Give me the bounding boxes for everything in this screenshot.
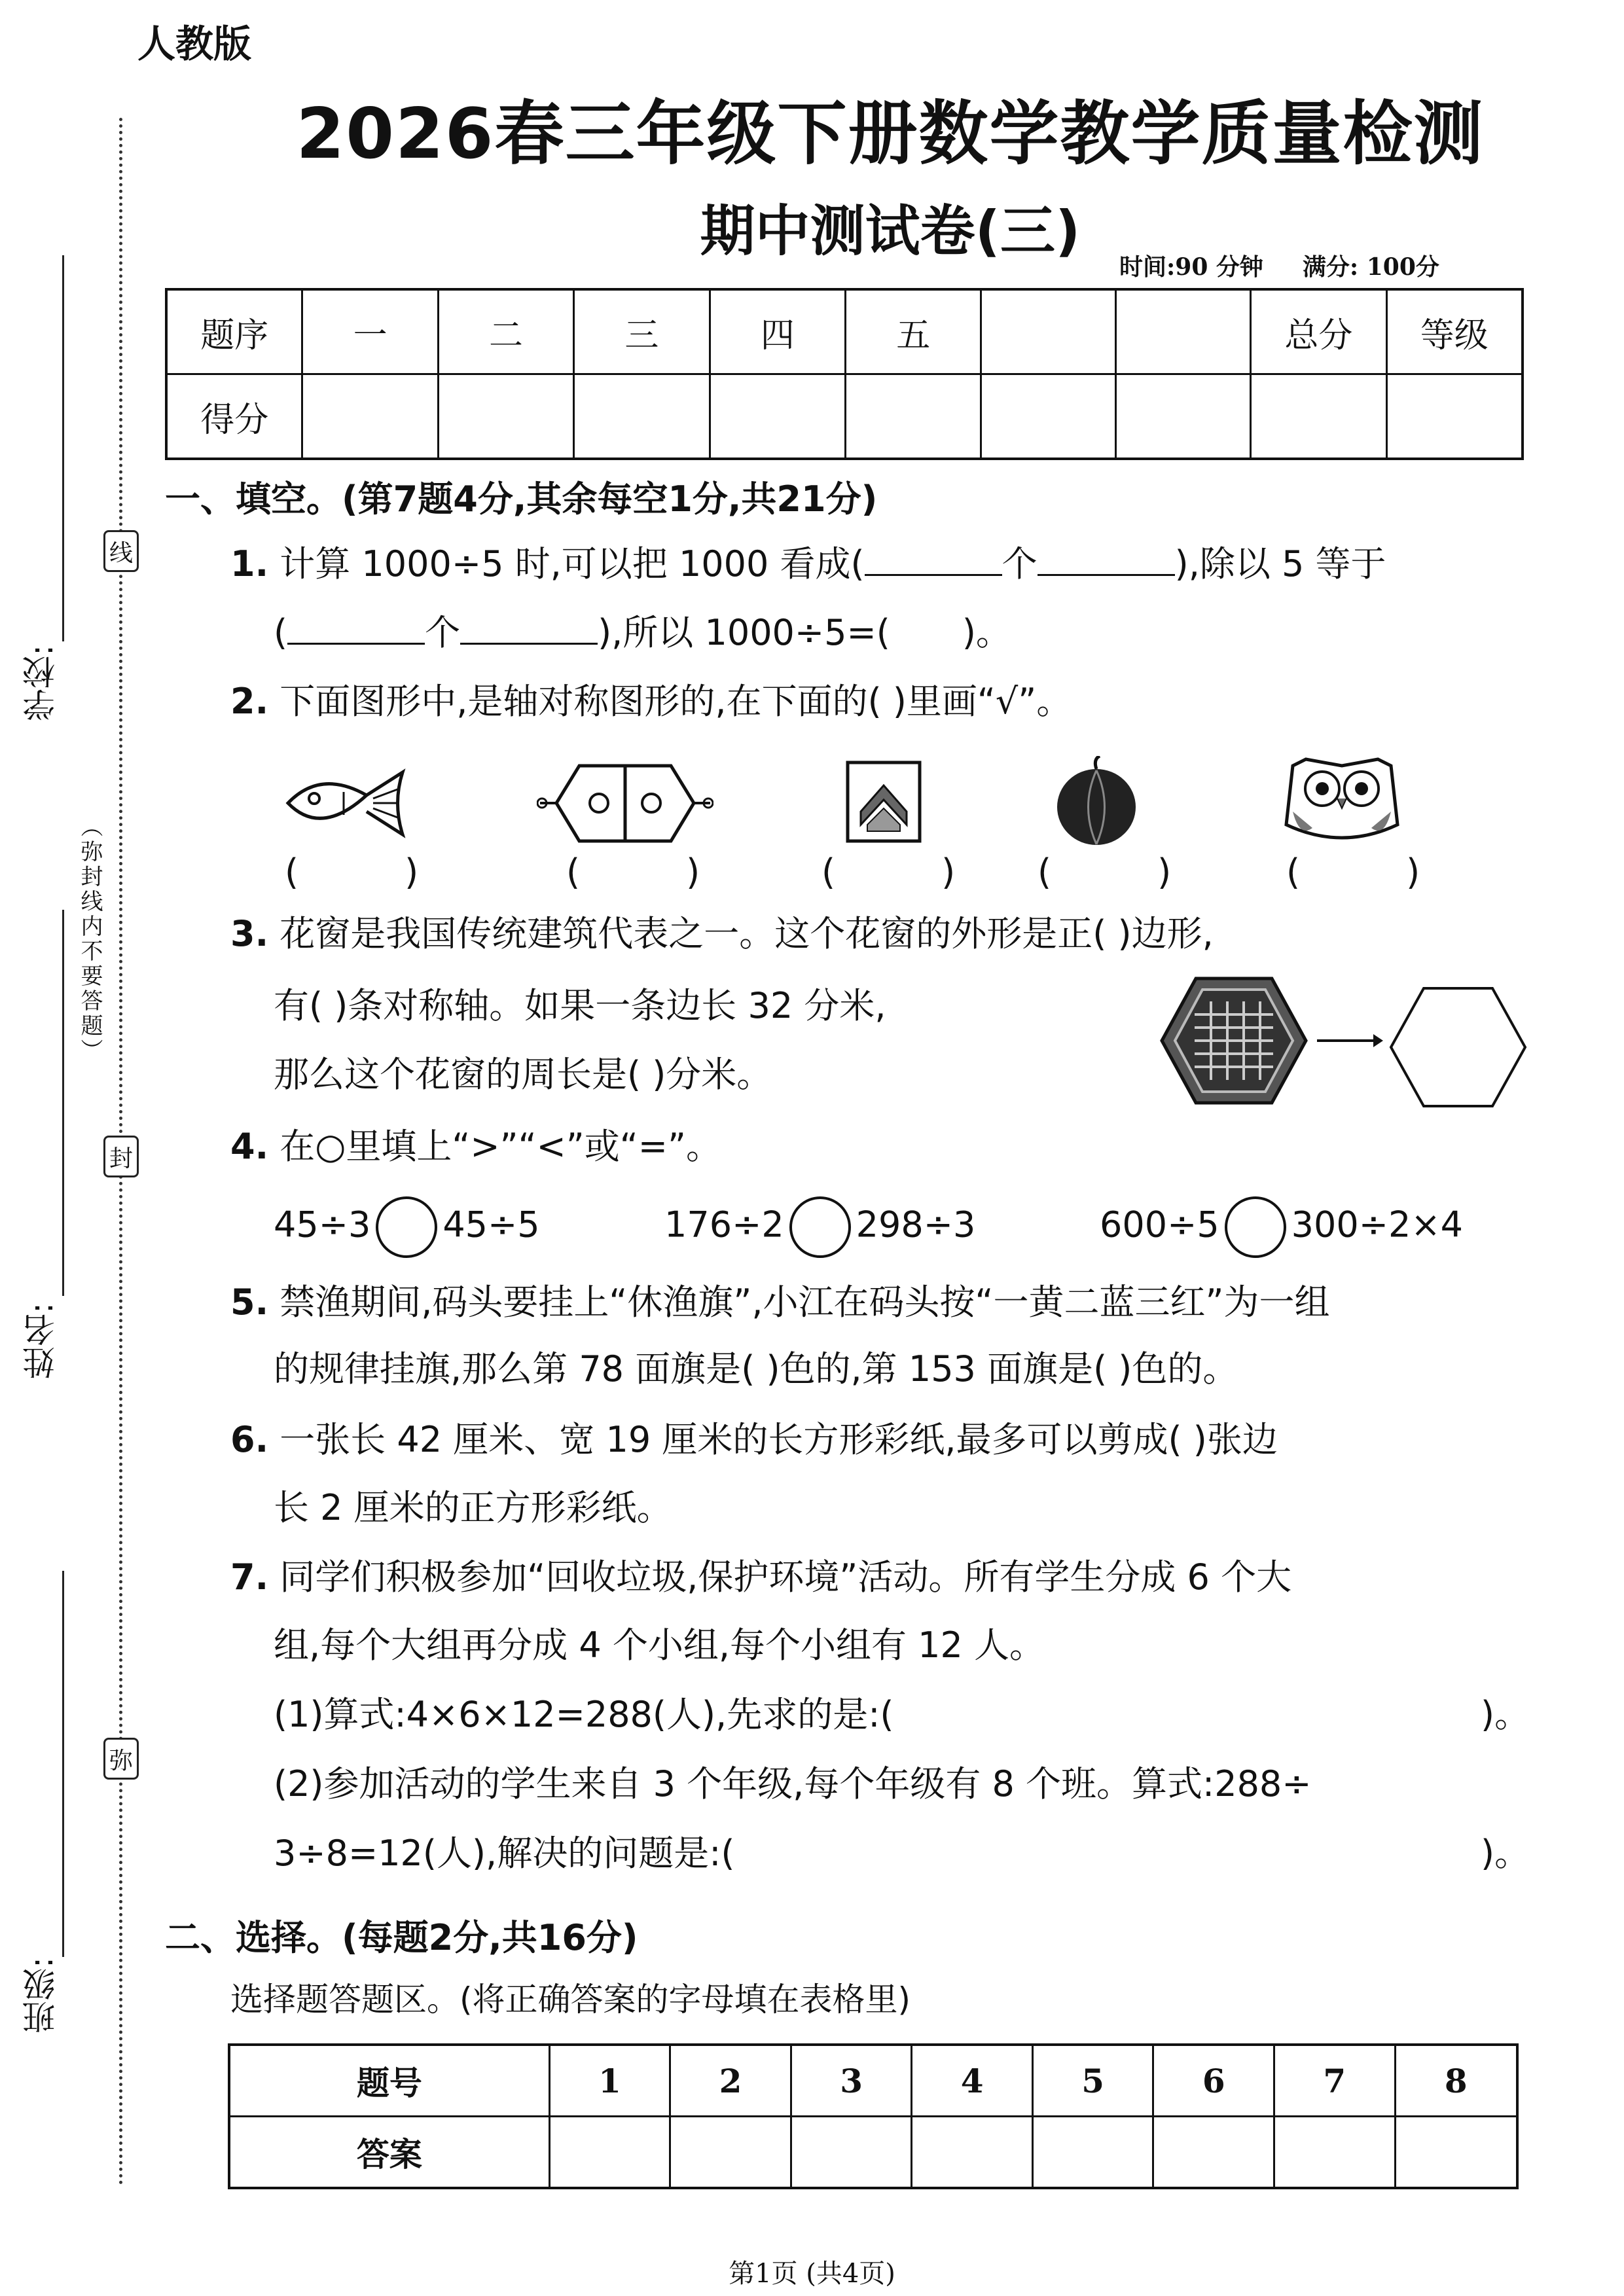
question-text: 禁渔期间,码头要挂上“休渔旗”,小江在码头按“一黄二蓝三红”为一组 <box>280 1282 1330 1323</box>
question-number: 2. <box>230 681 269 722</box>
arrow-icon <box>1316 1028 1384 1054</box>
section2-heading: 二、选择。(每题2分,共16分) <box>165 1917 638 1958</box>
answer-cell: 7 <box>1274 2045 1396 2117</box>
question-2 <box>230 681 1072 723</box>
question-number: 1. <box>230 543 269 584</box>
question-text: 同学们积极参加“回收垃圾,保护环境”活动。所有学生分成 6 个大 <box>280 1556 1292 1598</box>
question-text: 计算 1000÷5 时,可以把 1000 看成( <box>280 543 865 584</box>
question-7-line1 <box>230 1556 1291 1599</box>
question-text: 下面图形中,是轴对称图形的,在下面的( )里画“√”。 <box>280 681 1072 722</box>
question-number: 6. <box>230 1419 269 1460</box>
score-input-cell[interactable] <box>574 374 710 459</box>
compare-circle[interactable] <box>376 1196 437 1258</box>
score-input-cell[interactable] <box>302 374 438 459</box>
exam-info <box>1119 249 1439 282</box>
answer-paren-pumpkin[interactable]: ( ) <box>1038 852 1172 893</box>
compare-circle[interactable] <box>1225 1196 1286 1258</box>
score-cell: 题序 <box>166 289 302 374</box>
expression: 300÷2×4 <box>1291 1204 1463 1246</box>
page-subtitle: 期中测试卷(三) <box>700 199 1081 263</box>
answer-cell: 2 <box>670 2045 791 2117</box>
score-cell: 得分 <box>166 374 302 459</box>
answer-blank[interactable] <box>1038 548 1175 576</box>
question-number: 4. <box>230 1126 269 1167</box>
question-text: 个 <box>1001 543 1038 584</box>
question-text: ( <box>274 612 288 653</box>
compare-1 <box>274 1196 540 1258</box>
answer-paren-hexagons[interactable]: ( ) <box>566 852 700 893</box>
seal-note: （弥封线内不要答题） <box>77 815 103 1064</box>
fish-figure <box>281 762 412 844</box>
answer-cell: 3 <box>791 2045 912 2117</box>
score-input-cell[interactable] <box>846 374 981 459</box>
answer-input-cell[interactable] <box>791 2117 912 2189</box>
answer-input-cell[interactable] <box>670 2117 791 2189</box>
pumpkin-figure <box>1054 756 1139 848</box>
school-field[interactable] <box>62 255 64 641</box>
arrow-square-figure <box>844 759 923 844</box>
question-text: ),除以 5 等于 <box>1174 543 1386 584</box>
compare-2 <box>664 1196 975 1258</box>
score-cell: 二 <box>438 289 573 374</box>
answer-cell: 8 <box>1395 2045 1517 2117</box>
expression: 600÷5 <box>1100 1204 1219 1246</box>
answer-blank[interactable] <box>460 617 598 645</box>
seal-char-xian: 线 <box>103 530 139 572</box>
score-cell <box>981 289 1116 374</box>
class-field[interactable] <box>62 1571 64 1957</box>
question-3-line1 <box>230 913 1214 956</box>
expression: 45÷5 <box>442 1204 540 1246</box>
answer-paren-fish[interactable]: ( ) <box>285 852 419 893</box>
question-4 <box>230 1126 721 1168</box>
hexagon-pair-figure <box>537 759 713 848</box>
answer-paren-arrow[interactable]: ( ) <box>821 852 956 893</box>
answer-cell: 题号 <box>229 2045 549 2117</box>
flower-window-figure <box>1159 975 1309 1106</box>
answer-blank[interactable] <box>287 617 425 645</box>
question-7-part2-line1: (2)参加活动的学生来自 3 个年级,每个年级有 8 个班。算式:288÷ <box>274 1763 1312 1804</box>
question-1-line2 <box>274 612 1011 655</box>
score-cell: 五 <box>846 289 981 374</box>
answer-cell: 答案 <box>229 2117 549 2189</box>
answer-input-cell[interactable] <box>1153 2117 1274 2189</box>
question-3-line3: 那么这个花窗的周长是( )分米。 <box>274 1054 772 1095</box>
hexagon-outline-figure <box>1388 985 1528 1109</box>
answer-table-row-answers <box>229 2117 1517 2189</box>
answer-table <box>228 2043 1519 2189</box>
edition-label: 人教版 <box>137 22 252 66</box>
question-number: 5. <box>230 1282 269 1323</box>
answer-blank[interactable] <box>865 548 1002 576</box>
page-footer: 第1页 (共4页) <box>729 2259 895 2289</box>
time-limit: 时间:90 分钟 <box>1119 253 1263 281</box>
question-7-part2-line2: 3÷8=12(人),解决的问题是:( <box>274 1833 735 1874</box>
compare-3 <box>1100 1196 1463 1258</box>
score-table-row-scores <box>166 374 1523 459</box>
question-text: )。 <box>962 612 1011 653</box>
score-table <box>165 288 1524 460</box>
question-3-line2: 有( )条对称轴。如果一条边长 32 分米, <box>274 985 886 1026</box>
owl-figure <box>1280 753 1404 851</box>
question-7-part2-close: )。 <box>1481 1833 1530 1874</box>
answer-cell: 1 <box>549 2045 670 2117</box>
answer-cell: 5 <box>1032 2045 1153 2117</box>
question-text: 在○里填上“>”“<”或“=”。 <box>280 1126 721 1167</box>
question-text: 个 <box>425 612 461 653</box>
expression: 45÷3 <box>274 1204 371 1246</box>
score-table-row-header <box>166 289 1523 374</box>
score-cell: 总分 <box>1251 289 1386 374</box>
score-input-cell[interactable] <box>1116 374 1251 459</box>
score-input-cell[interactable] <box>1251 374 1386 459</box>
question-7-part1-close: )。 <box>1481 1694 1530 1735</box>
question-7-part1: (1)算式:4×6×12=288(人),先求的是:( <box>274 1694 894 1735</box>
score-input-cell[interactable] <box>981 374 1116 459</box>
class-label: 班级: <box>22 1957 60 2034</box>
answer-cell: 4 <box>912 2045 1033 2117</box>
expression: 298÷3 <box>856 1204 976 1246</box>
name-label: 姓名: <box>22 1302 60 1379</box>
compare-circle[interactable] <box>789 1196 851 1258</box>
question-7-line2: 组,每个大组再分成 4 个小组,每个小组有 12 人。 <box>274 1624 1045 1666</box>
section2-instruction: 选择题答题区。(将正确答案的字母填在表格里) <box>230 1981 911 2018</box>
question-5-line1 <box>230 1282 1330 1324</box>
score-input-cell[interactable] <box>1386 374 1523 459</box>
score-cell: 等级 <box>1386 289 1523 374</box>
section1-heading: 一、填空。(第7题4分,其余每空1分,共21分) <box>165 478 878 520</box>
question-5-line2: 的规律挂旗,那么第 78 面旗是( )色的,第 153 面旗是( )色的。 <box>274 1348 1238 1390</box>
answer-paren-owl[interactable]: ( ) <box>1286 852 1420 893</box>
question-text: ),所以 1000÷5=( <box>598 612 890 653</box>
answer-input-cell[interactable] <box>1032 2117 1153 2189</box>
seal-char-feng: 封 <box>103 1136 139 1177</box>
full-score: 满分: 100分 <box>1302 253 1439 281</box>
question-6-line2: 长 2 厘米的正方形彩纸。 <box>274 1487 672 1528</box>
expression: 176÷2 <box>664 1204 784 1246</box>
answer-input-cell[interactable] <box>912 2117 1033 2189</box>
score-cell: 四 <box>710 289 845 374</box>
question-6-line1 <box>230 1419 1278 1462</box>
seal-char-mi: 弥 <box>103 1738 139 1780</box>
answer-input-cell[interactable] <box>1395 2117 1517 2189</box>
question-number: 7. <box>230 1556 269 1598</box>
answer-cell: 6 <box>1153 2045 1274 2117</box>
answer-input-cell[interactable] <box>549 2117 670 2189</box>
score-input-cell[interactable] <box>710 374 845 459</box>
answer-table-row-header <box>229 2045 1517 2117</box>
score-cell: 一 <box>302 289 438 374</box>
score-input-cell[interactable] <box>438 374 573 459</box>
school-label: 学校: <box>22 645 60 721</box>
page-title: 2026春三年级下册数学教学质量检测 <box>296 94 1485 174</box>
score-cell: 三 <box>574 289 710 374</box>
answer-input-cell[interactable] <box>1274 2117 1396 2189</box>
question-text: 一张长 42 厘米、宽 19 厘米的长方形彩纸,最多可以剪成( )张边 <box>280 1419 1278 1460</box>
question-text: 花窗是我国传统建筑代表之一。这个花窗的外形是正( )边形, <box>280 913 1214 954</box>
score-cell <box>1116 289 1251 374</box>
question-1-line1 <box>230 543 1386 586</box>
name-field[interactable] <box>62 910 64 1296</box>
question-number: 3. <box>230 913 269 954</box>
